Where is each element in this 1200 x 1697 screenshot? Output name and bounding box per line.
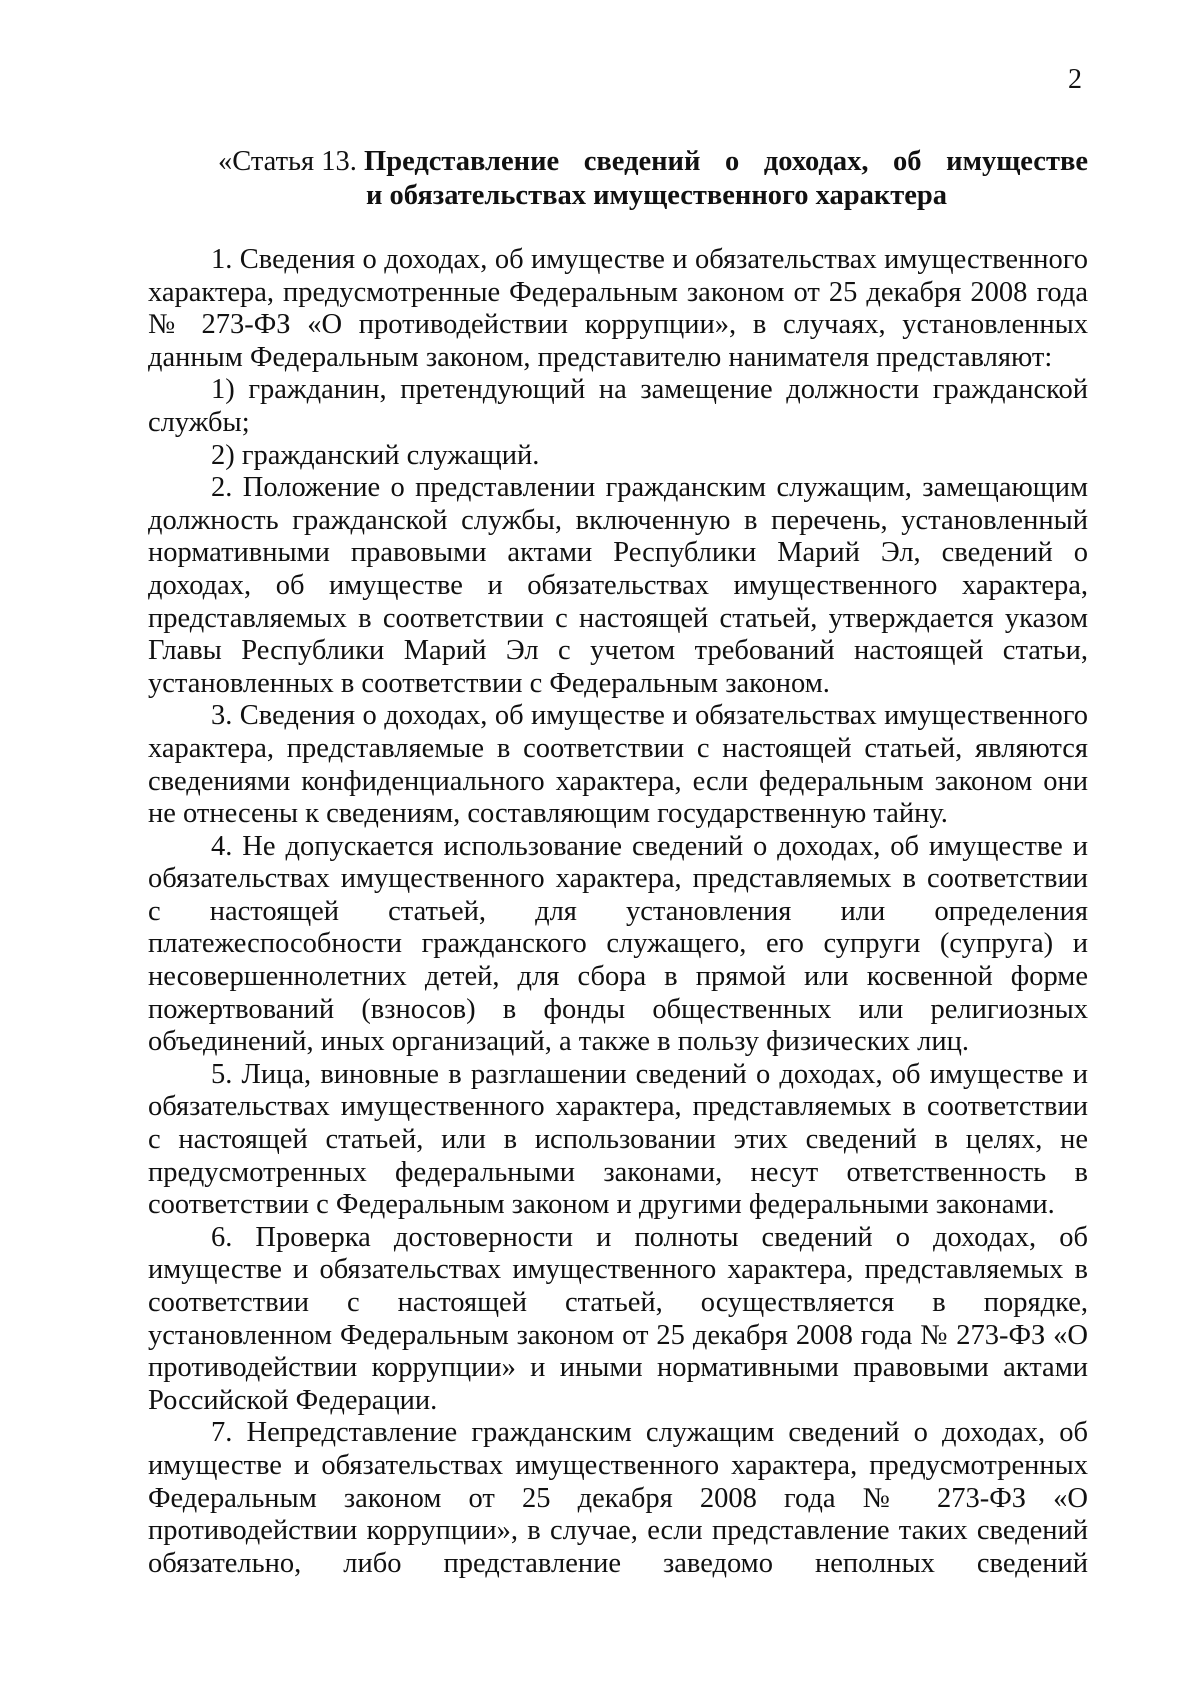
paragraph-1-item-1: 1) гражданин, претендующий на замещение должности гражданской службы;	[148, 374, 1088, 438]
paragraph-6: 6. Проверка достоверности и полноты сведений о доходах, об имуществе и обязательствах имущественного характера, представляемых в соответствии с настоящей статьей, осуществляется в порядке, установленном Федеральным законом от 25 декабря 2008 года № 273-ФЗ «О противодействии коррупции» и иными нормативными правовыми актами Российской Федерации.	[148, 1221, 1088, 1416]
paragraph-7: 7. Непредставление гражданским служащим сведений о доходах, об имуществе и обязательствах имущественного характера, предусмотренных Федеральным законом от 25 декабря 2008 года № 273-ФЗ «О противодействии коррупции», в случае, если представление таких сведений обязательно, либо представление заведомо неполных сведений	[148, 1417, 1088, 1579]
paragraph-2: 2. Положение о представлении гражданским служащим, замещающим должность гражданской службы, включенную в перечень, установленный нормативными правовыми актами Республики Марий Эл, сведений о доходах, об имуществе и обязательствах имущественного характера, представляемых в соответствии с настоящей статьей, утверждается указом Главы Республики Марий Эл с учетом требований настоящей статьи, установленных в соответствии с Федеральным законом.	[148, 472, 1088, 699]
article-heading-line1	[148, 145, 1088, 179]
article-title-line2: и обязательствах имущественного характера	[366, 180, 948, 212]
article-label: «Статья 13.	[218, 146, 365, 177]
article-body	[148, 244, 1088, 1580]
paragraph-1: 1. Сведения о доходах, об имуществе и обязательствах имущественного характера, предусмотренные Федеральным законом от 25 декабря 2008 года № 273-ФЗ «О противодействии коррупции», в случаях, установленных данным Федеральным законом, представителю нанимателя представляют:	[148, 244, 1088, 373]
article-heading	[148, 145, 1088, 213]
paragraph-4: 4. Не допускается использование сведений о доходах, об имуществе и обязательствах имущественного характера, представляемых в соответствии с настоящей статьей, для установления или определения платежеспособности гражданского служащего, его супруги (супруга) и несовершеннолетних детей, для сбора в прямой или косвенной форме пожертвований (взносов) в фонды общественных или религиозных объединений, иных организаций, а также в пользу физических лиц.	[148, 830, 1088, 1058]
paragraph-1-item-2: 2) гражданский служащий.	[211, 439, 540, 471]
paragraph-3: 3. Сведения о доходах, об имуществе и обязательствах имущественного характера, представляемые в соответствии с настоящей статьей, являются сведениями конфиденциального характера, если федеральным законом они не отнесены к сведениям, составляющим государственную тайну.	[148, 700, 1088, 830]
article-title-line1: Представление сведений о доходах, об имуществе	[364, 146, 1088, 177]
paragraph-5: 5. Лица, виновные в разглашении сведений о доходах, об имуществе и обязательствах имущественного характера, представляемых в соответствии с настоящей статьей, или в использовании этих сведений в целях, не предусмотренных федеральными законами, несут ответственность в соответствии с Федеральным законом и другими федеральными законами.	[148, 1058, 1088, 1221]
page-number: 2	[1068, 64, 1082, 95]
